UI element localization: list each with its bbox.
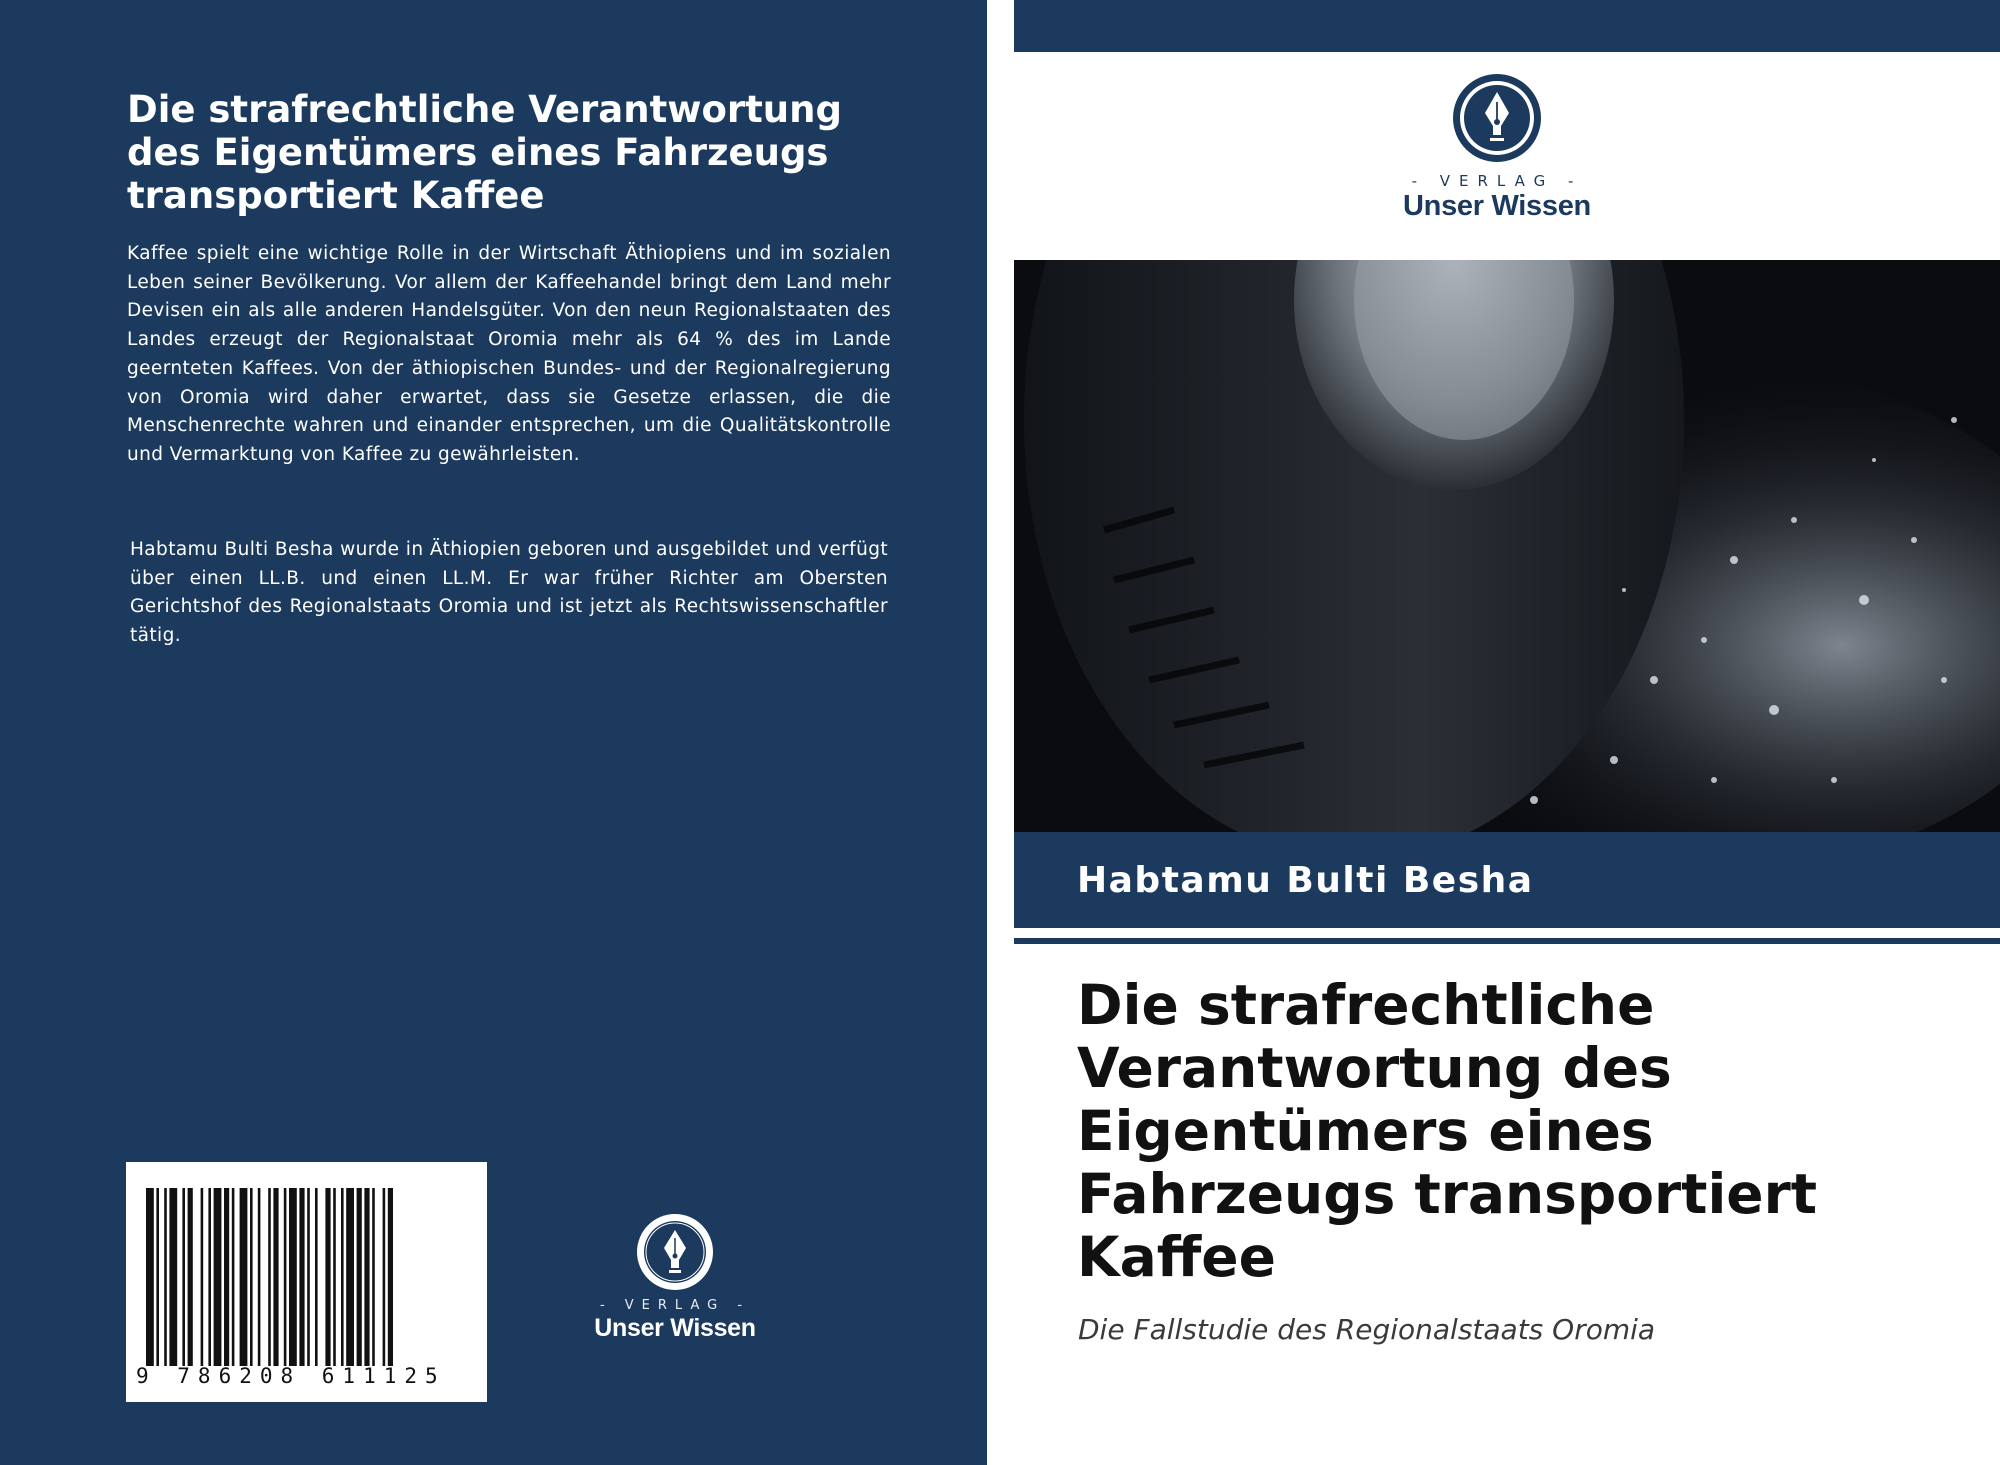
spine-gap (987, 0, 1014, 1465)
barcode-bar (258, 1188, 261, 1366)
back-cover-title: Die strafrechtliche Verantwortung des Eigentümers eines Fahrzeugs transportiert Kaffee (127, 88, 842, 217)
author-bio: Habtamu Bulti Besha wurde in Äthiopien geboren und ausgebildet und verfügt über einen LL.B. und einen LL.M. Er war früher Richter am Obersten Gerichtshof des Regionalstaats Oromia und ist jetzt als Rechtswissenschaftler tätig. (130, 539, 888, 646)
barcode-bar (289, 1188, 297, 1366)
barcode-bar (268, 1188, 271, 1366)
barcode-bar (250, 1188, 253, 1366)
barcode-bar (364, 1188, 369, 1366)
barcode-bar (146, 1188, 154, 1366)
barcode (126, 1162, 487, 1402)
front-cover-title: Die strafrechtliche Verantwortung des Eigentümers eines Fahrzeugs transportiert Kaffee (1077, 973, 1818, 1289)
divider-rule (1014, 938, 2000, 944)
barcode-bar (299, 1188, 304, 1366)
barcode-bar (201, 1188, 204, 1366)
barcode-digits: 9 786208 611125 (136, 1364, 446, 1388)
barcode-bar (240, 1188, 248, 1366)
barcode-bar (224, 1188, 229, 1366)
front-publisher-name: Unser Wissen (1403, 190, 1591, 222)
front-publisher-logo (1394, 72, 1600, 232)
barcode-bar (341, 1188, 344, 1366)
barcode-bar (188, 1188, 193, 1366)
barcode-bar (315, 1188, 318, 1366)
barcode-bar (357, 1188, 362, 1366)
barcode-bar (164, 1188, 167, 1366)
back-verlag-label: - VERLAG - (599, 1298, 751, 1313)
barcode-bar (383, 1188, 386, 1366)
barcode-bar (325, 1188, 330, 1366)
barcode-bar (346, 1188, 354, 1366)
barcode-bar (273, 1188, 278, 1366)
cover-photo (1014, 260, 2000, 832)
fountain-pen-seal-icon (1451, 72, 1543, 164)
back-cover-blurb: Kaffee spielt eine wichtige Rolle in der Wirtschaft Äthiopiens und im sozialen Leben seiner Bevölkerung. Vor allem der Kaffeehandel bringt dem Land mehr Devisen ein als alle anderen Handelsgüter. Von den neun Regionalstaaten des Landes erzeugt der Regionalstaat Oromia mehr als 64 % des im Lande geernteten Kaffees. Von der äthiopischen Bundes- und der Regionalregierung von Oromia wird daher erwartet, dass sie Gesetze erlassen, die die Menschenrechte wahren und einander entsprechen, um die Qualitätskontrolle und Vermarktung von Kaffee zu gewährleisten. (127, 243, 891, 465)
front-top-bar (1014, 0, 2000, 52)
barcode-bar (333, 1188, 336, 1366)
back-cover (0, 0, 987, 1465)
barcode-bar (208, 1188, 211, 1366)
barcode-bar (169, 1188, 177, 1366)
back-publisher-name: Unser Wissen (594, 1314, 756, 1342)
barcode-bar (214, 1188, 222, 1366)
back-publisher-logo (580, 1212, 770, 1342)
barcode-bar (182, 1188, 185, 1366)
fountain-pen-seal-icon (635, 1212, 715, 1292)
barcode-bar (284, 1188, 287, 1366)
barcode-bar (156, 1188, 159, 1366)
barcode-bar (372, 1188, 375, 1366)
barcode-bar (307, 1188, 310, 1366)
front-verlag-label: - VERLAG - (1411, 172, 1583, 190)
barcode-bar (232, 1188, 235, 1366)
author-name: Habtamu Bulti Besha (1077, 860, 1534, 901)
tire-in-rain-photo-icon (1014, 260, 2000, 832)
front-cover-subtitle: Die Fallstudie des Regionalstaats Oromia (1078, 1313, 1656, 1346)
barcode-bars (146, 1188, 466, 1366)
barcode-bar (388, 1188, 393, 1366)
author-bar (1014, 832, 2000, 928)
